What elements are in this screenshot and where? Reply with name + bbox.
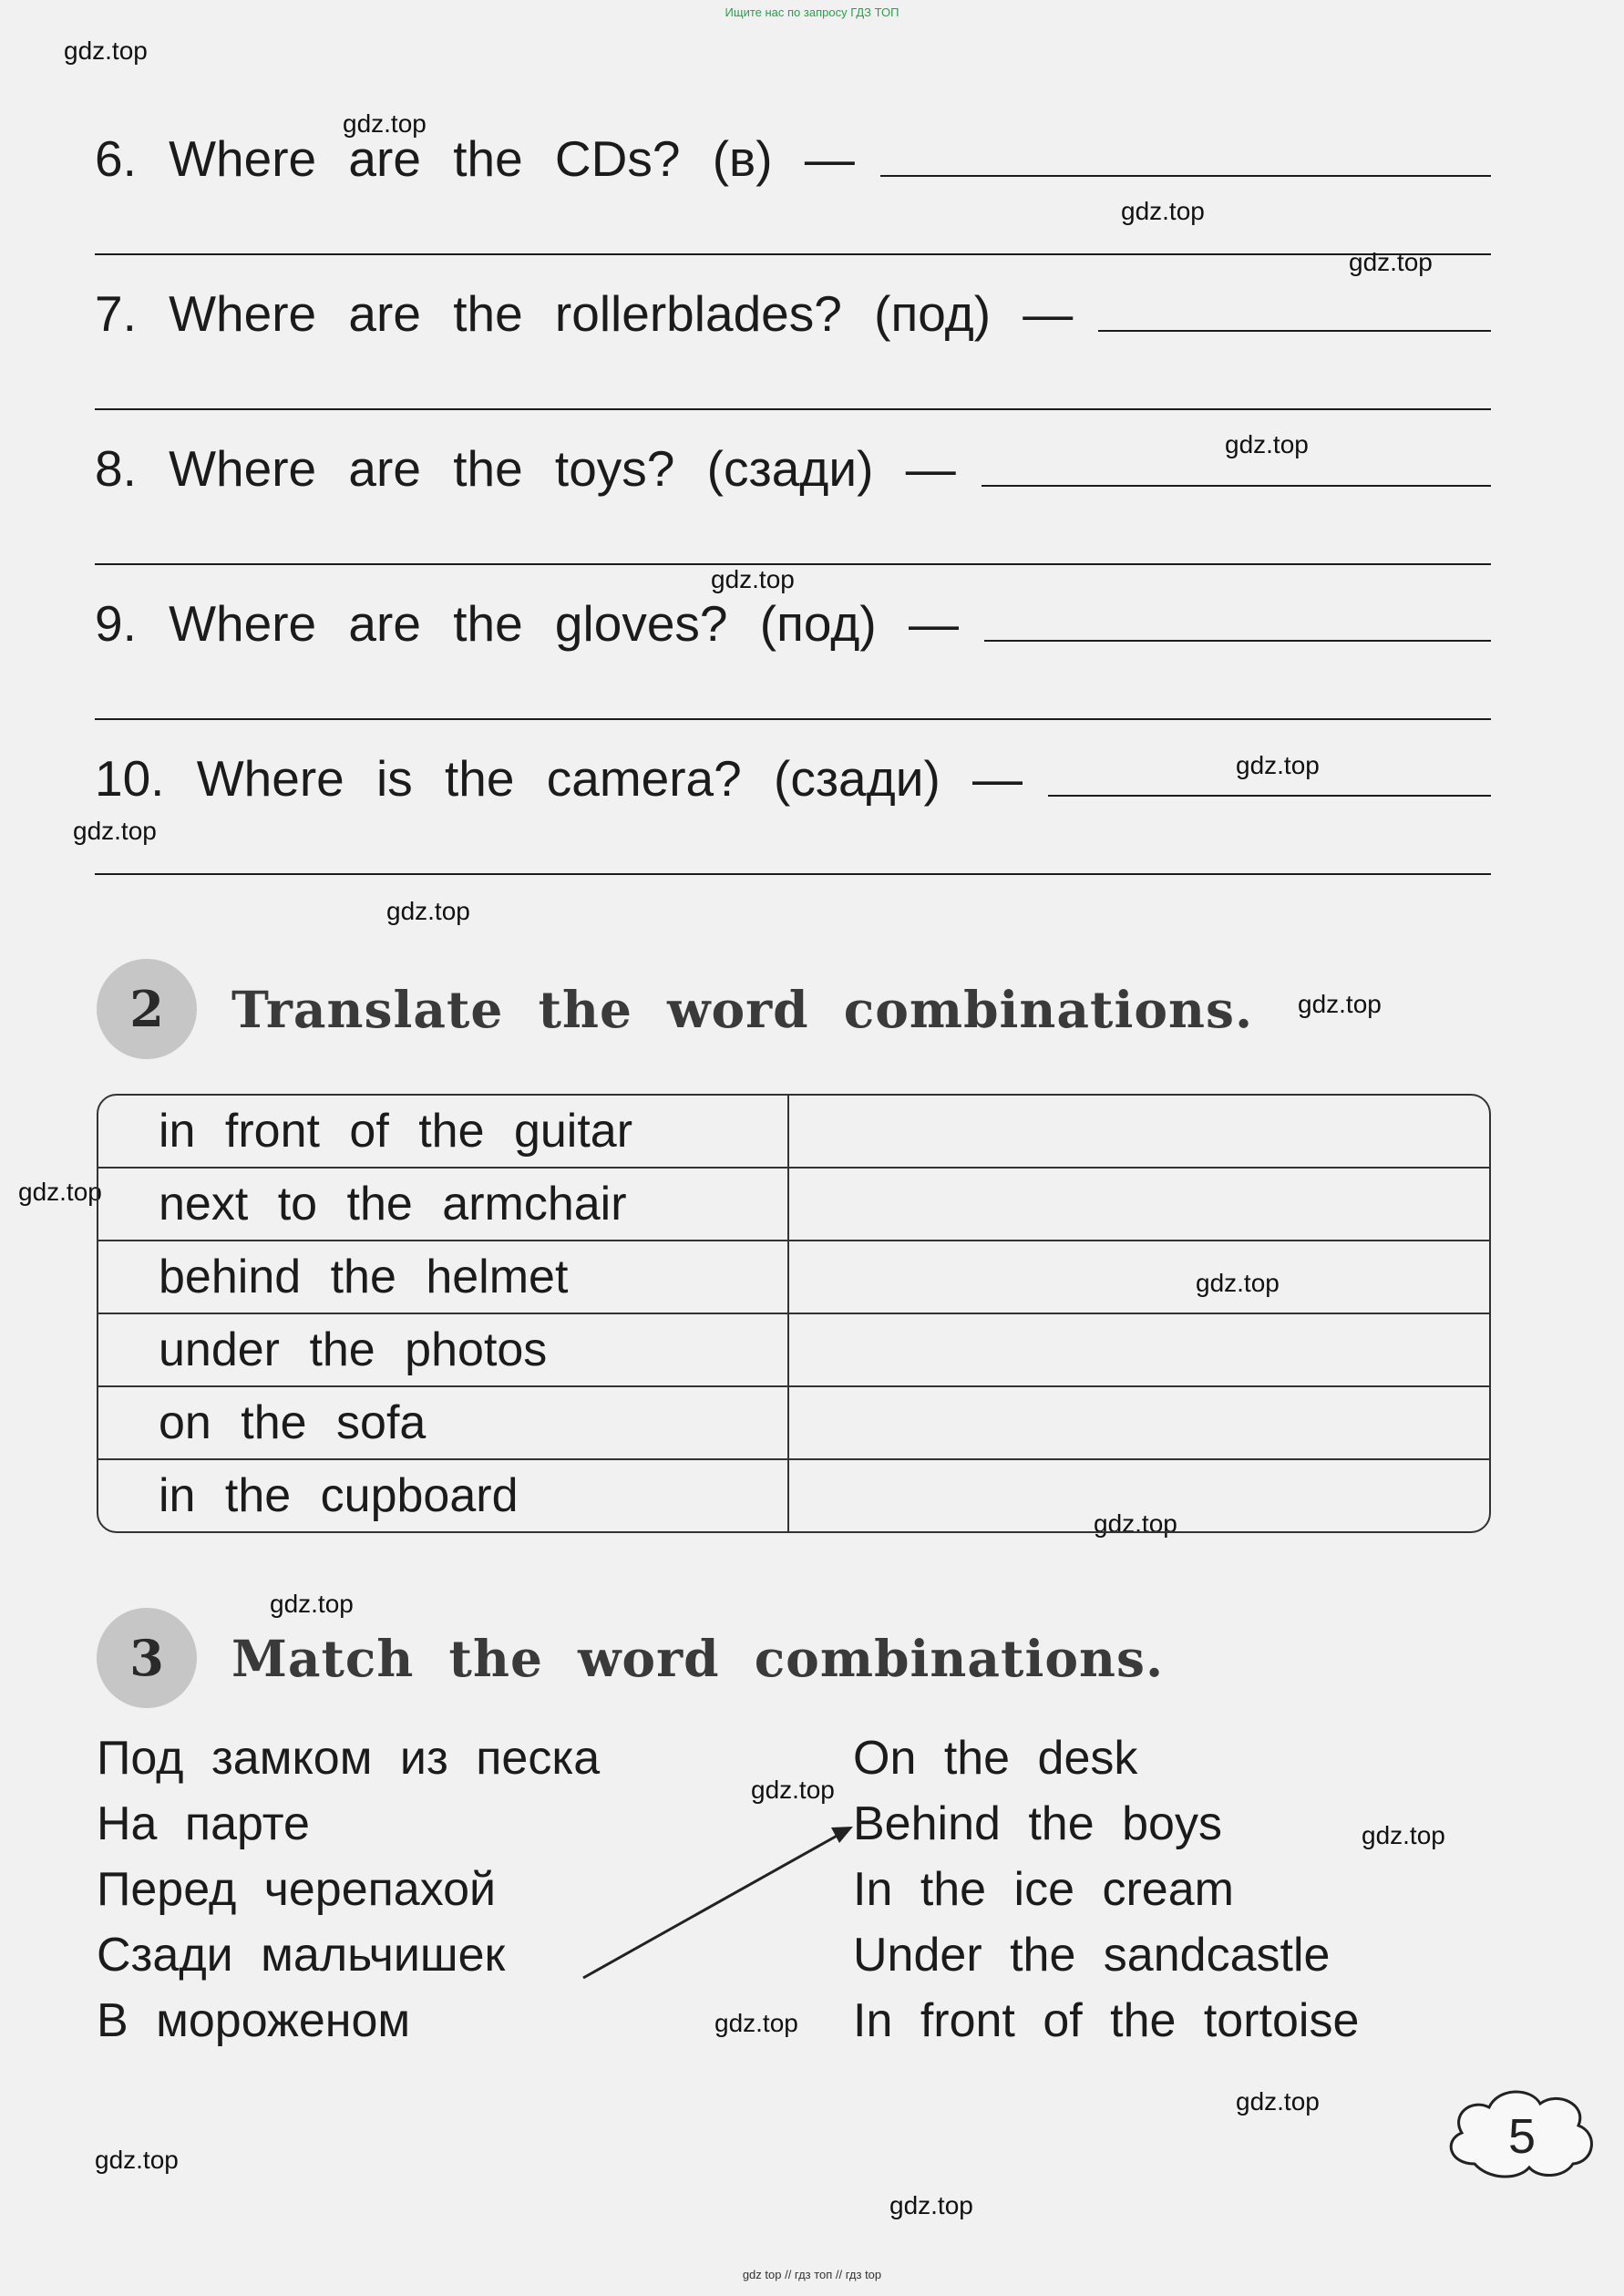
watermark: gdz.top [95,2146,179,2174]
exercise-title: Match the word combinations. [231,1628,1165,1688]
watermark: gdz.top [386,897,470,925]
question-text: 7. Where are the rollerblades? (под) — [95,285,1074,342]
list-item[interactable]: In the ice cream [853,1863,1234,1916]
phrase-cell: next to the armchair [98,1169,789,1241]
watermark: gdz.top [1196,1269,1280,1297]
list-item[interactable]: In front of the tortoise [853,1994,1360,2047]
watermark: gdz.top [1236,2087,1320,2116]
watermark: gdz.top [343,109,427,138]
watermark: gdz.top [1362,1821,1445,1849]
watermark: gdz.top [1094,1509,1177,1538]
exercise-number-badge: 2 [97,959,197,1059]
watermark: gdz.top [270,1590,354,1618]
list-item[interactable]: On the desk [853,1732,1138,1785]
watermark: gdz.top [1121,197,1205,225]
arrowhead-icon [831,1827,853,1843]
list-item[interactable]: Под замком из песка [97,1732,601,1785]
list-item[interactable]: В мороженом [97,1994,411,2047]
watermark: gdz.top [1225,430,1309,458]
question-text: 8. Where are the toys? (сзади) — [95,440,956,497]
watermark: gdz.top [751,1776,835,1804]
watermark: gdz.top [1349,248,1433,276]
page-number-cloud-icon [1440,2080,1604,2189]
watermark: gdz.top [1298,990,1382,1018]
phrase-cell: under the photos [98,1314,789,1387]
list-item[interactable]: Перед черепахой [97,1863,497,1916]
question-text: 6. Where are the CDs? (в) — [95,130,855,187]
list-item[interactable]: На парте [97,1797,310,1850]
footer-note: gdz top // гдз топ // гдз top [742,2268,882,2281]
watermark: gdz.top [64,36,148,65]
exercise-title: Translate the word combinations. [231,979,1254,1039]
question-text: 10. Where is the camera? (сзади) — [95,750,1023,807]
phrase-cell: on the sofa [98,1387,789,1460]
header-note: Ищите нас по запросу ГДЗ ТОП [725,5,899,19]
phrase-cell: in the cupboard [98,1460,789,1531]
watermark: gdz.top [18,1178,102,1206]
list-item[interactable]: Сзади мальчишек [97,1929,506,1982]
watermark: gdz.top [711,565,795,593]
watermark: gdz.top [73,817,157,845]
watermark: gdz.top [1236,751,1320,779]
watermark: gdz.top [714,2009,798,2037]
list-item[interactable]: Under the sandcastle [853,1929,1331,1982]
match-arrow-line [583,1834,840,1978]
watermark: gdz.top [889,2191,973,2219]
phrase-cell: behind the helmet [98,1241,789,1314]
exercise-number-badge: 3 [97,1608,197,1708]
question-text: 9. Where are the gloves? (под) — [95,595,959,652]
page-number: 5 [1507,2109,1537,2164]
phrase-cell: in front of the guitar [98,1096,789,1169]
list-item[interactable]: Behind the boys [853,1797,1222,1850]
